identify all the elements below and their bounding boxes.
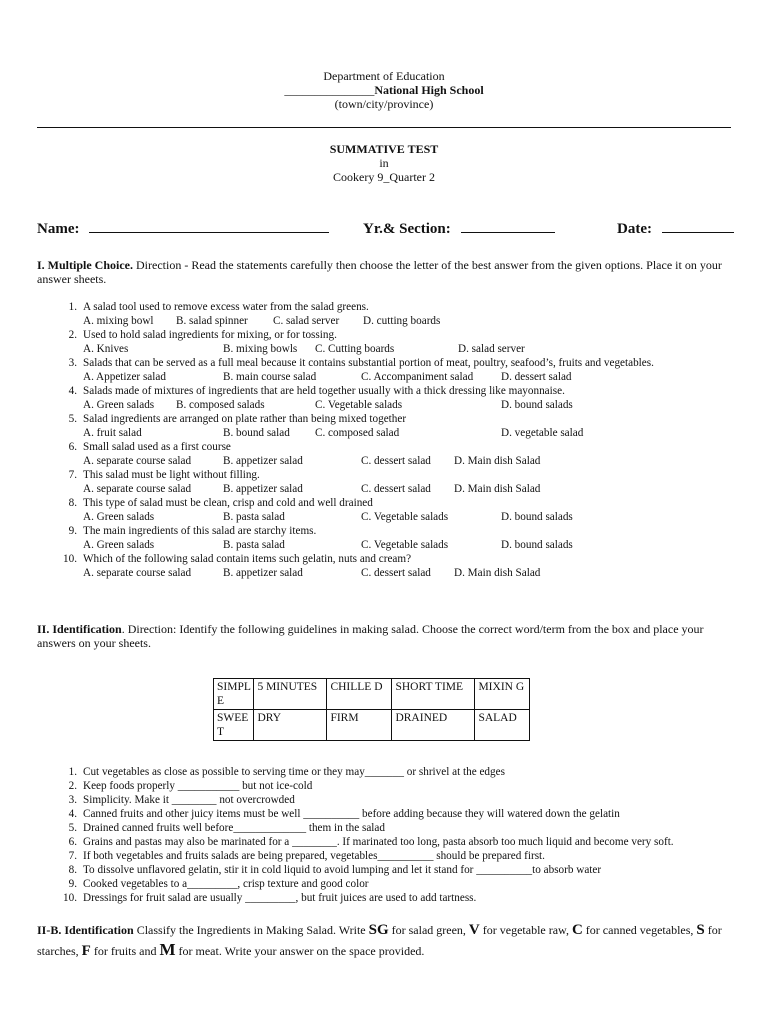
option-d: D. Main dish Salad: [454, 567, 541, 579]
location-label: (town/city/province): [334, 97, 434, 111]
option-d: D. cutting boards: [363, 315, 441, 327]
options-row: [83, 398, 731, 412]
option-a: A. Knives: [83, 343, 129, 355]
list-item: 8. To dissolve unflavored gelatin, stir it in cold liquid to avoid lumping and let it stand for __________to absorb water: [68, 864, 602, 876]
list-item: 10. Which of the following salad contain items such gelatin, nuts and cream? A. separate course salad B. appetizer salad C. dessert salad D. Main dish Salad: [37, 552, 731, 580]
list-item: 10. Dressings for fruit salad are usually _________, but fruit juices are used to add tartness.: [63, 892, 477, 904]
option-a: A. separate course salad: [83, 483, 192, 495]
title-in: in: [379, 156, 389, 170]
header-divider: [37, 127, 731, 128]
list-item: 1. A salad tool used to remove excess water from the salad greens. A. mixing bowl B. salad spinner C. salad server D. cutting boards: [37, 300, 731, 328]
part2b-direction: II-B. Identification Classify the Ingredients in Making Salad. Write SG for salad green, V for vegetable raw, C for canned vegetables, S for starches, F for fruits and M for meat. Write your answer on the space provided.: [37, 922, 722, 959]
part1-direction-text: Direction - Read the statements carefully then choose the letter of the best answer from the given options. Place it on your answer sheets.: [37, 258, 722, 286]
options-row: [83, 426, 731, 440]
item-text: Cut vegetables as close as possible to serving time or they may_______ or shrivel at the edges: [83, 766, 505, 778]
part2-direction: [37, 622, 731, 650]
option-b: B. bound salad: [223, 427, 290, 439]
options-row: [83, 510, 731, 524]
item-text: To dissolve unflavored gelatin, stir it in cold liquid to avoid lumping and let it stand for __________to absorb water: [83, 864, 602, 876]
option-c: C. dessert salad: [361, 455, 431, 467]
word-cell: MIXIN G: [475, 679, 530, 710]
option-a: A. separate course salad: [83, 455, 192, 467]
code-f: F: [81, 943, 91, 959]
option-a: A. separate course salad: [83, 567, 192, 579]
option-d: D. dessert salad: [501, 371, 572, 383]
item-text: Canned fruits and other juicy items must be well __________ before adding because they will watered down the gelatin: [83, 808, 620, 820]
option-a: A. Green salads: [83, 399, 155, 411]
option-c: C. Vegetable salads: [361, 511, 449, 523]
list-item: 2. Keep foods properly ___________ but not ice-cold: [68, 780, 313, 792]
option-c: C. composed salad: [315, 427, 400, 439]
word-cell: SIMPL E: [214, 679, 254, 710]
option-b: B. mixing bowls: [223, 343, 298, 355]
question-text: Salad ingredients are arranged on plate rather than being mixed together: [83, 413, 407, 425]
option-b: B. pasta salad: [223, 539, 285, 551]
department-label: Department of Education: [323, 69, 445, 83]
option-c: C. dessert salad: [361, 567, 431, 579]
question-text: This salad must be light without filling.: [83, 469, 260, 481]
code-sg: SG: [368, 922, 389, 938]
option-c: C. salad server: [273, 315, 340, 327]
question-text: Small salad used as a first course: [83, 441, 231, 453]
list-item: 5. Drained canned fruits well before_____________ them in the salad: [68, 822, 385, 834]
list-item: 9. The main ingredients of this salad are starchy items. A. Green salads B. pasta salad C. Vegetable salads D. bound salads: [37, 524, 731, 552]
student-info-line: [37, 218, 731, 238]
item-text: If both vegetables and fruits salads are being prepared, vegetables__________ should be prepared first.: [83, 850, 545, 862]
word-box-row: [214, 679, 530, 710]
option-b: B. appetizer salad: [223, 567, 303, 579]
code-v: V: [468, 922, 480, 938]
date-field: [617, 218, 734, 238]
list-item: 2. Used to hold salad ingredients for mixing, or for tossing. A. Knives B. mixing bowls C. Cutting boards D. salad server: [37, 328, 731, 356]
option-a: A. Appetizer salad: [83, 371, 166, 383]
date-blank[interactable]: [662, 218, 734, 233]
name-label: Name:: [37, 221, 80, 237]
code-s: S: [696, 922, 705, 938]
word-cell: SHORT TIME: [392, 679, 475, 710]
option-d: D. Main dish Salad: [454, 455, 541, 467]
multiple-choice-list: [37, 300, 731, 580]
word-box-row: [214, 710, 530, 741]
question-text: Used to hold salad ingredients for mixing, or for tossing.: [83, 329, 337, 341]
option-b: B. appetizer salad: [223, 483, 303, 495]
list-item: 4. Canned fruits and other juicy items must be well __________ before adding because they will watered down the gelatin: [68, 808, 620, 820]
name-field: [37, 218, 329, 238]
option-c: C. Cutting boards: [315, 343, 395, 355]
list-item: 9. Cooked vegetables to a_________, crisp texture and good color: [68, 878, 369, 890]
word-cell: 5 MINUTES: [254, 679, 327, 710]
part2-direction-text: . Direction: Identify the following guidelines in making salad. Choose the correct word/term from the box and place your answers on your sheets.: [37, 622, 704, 650]
part2b-heading: II-B. Identification: [37, 923, 134, 937]
list-item: 3. Salads that can be served as a full meal because it contains substantial portion of meat, poultry, seafood’s, fruits and vegetables. A. Appetizer salad B. main course salad C. Accompaniment salad D. dessert salad: [37, 356, 731, 384]
option-b: B. salad spinner: [176, 315, 248, 327]
list-item: 4. Salads made of mixtures of ingredients that are held together usually with a thick dressing like mayonnaise. A. Green salads B. composed salads C. Vegetable salads D. bound salads: [37, 384, 731, 412]
list-item: 3. Simplicity. Make it ________ not overcrowded: [68, 794, 295, 806]
section-label: Yr.& Section:: [363, 221, 451, 237]
word-cell: SALAD: [475, 710, 530, 741]
word-cell: CHILLE D: [327, 679, 392, 710]
option-d: D. bound salads: [501, 539, 573, 551]
option-d: D. salad server: [458, 343, 525, 355]
list-item: 7. This salad must be light without filling. A. separate course salad B. appetizer salad C. dessert salad D. Main dish Salad: [37, 468, 731, 496]
list-item: 1. Cut vegetables as close as possible to serving time or they may_______ or shrivel at the edges: [68, 766, 505, 778]
option-b: B. appetizer salad: [223, 455, 303, 467]
word-box: [213, 678, 530, 741]
item-text: Dressings for fruit salad are usually _________, but fruit juices are used to add tartness.: [83, 892, 477, 904]
option-c: C. Vegetable salads: [361, 539, 449, 551]
section-blank[interactable]: [461, 218, 555, 233]
option-a: A. Green salads: [83, 511, 155, 523]
part1-direction: [37, 258, 731, 286]
option-d: D. bound salads: [501, 399, 573, 411]
option-c: C. Accompaniment salad: [361, 371, 474, 383]
code-c: C: [571, 922, 583, 938]
school-name: National High School: [374, 83, 484, 97]
list-item: 7. If both vegetables and fruits salads are being prepared, vegetables__________ should be prepared first.: [68, 850, 545, 862]
options-row: [83, 566, 731, 580]
option-b: B. pasta salad: [223, 511, 285, 523]
item-text: Grains and pastas may also be marinated for a ________. If marinated too long, pasta absorb too much liquid and become very soft.: [83, 836, 674, 848]
option-a: A. Green salads: [83, 539, 155, 551]
options-row: [83, 482, 731, 496]
options-row: [83, 342, 731, 356]
word-cell: DRAINED: [392, 710, 475, 741]
question-text: Salads made of mixtures of ingredients that are held together usually with a thick dressing like mayonnaise.: [83, 385, 565, 397]
test-title: SUMMATIVE TEST: [329, 142, 439, 156]
option-d: D. vegetable salad: [501, 427, 584, 439]
item-text: Drained canned fruits well before_____________ them in the salad: [83, 822, 385, 834]
option-b: B. composed salads: [176, 399, 265, 411]
section-field: [363, 218, 555, 238]
school-blank: _______________: [284, 83, 375, 97]
word-cell: DRY: [254, 710, 327, 741]
list-item: 8. This type of salad must be clean, crisp and cold and well drained A. Green salads B. pasta salad C. Vegetable salads D. bound salads: [37, 496, 731, 524]
question-text: The main ingredients of this salad are starchy items.: [83, 525, 317, 537]
question-text: Which of the following salad contain items such gelatin, nuts and cream?: [83, 553, 412, 565]
word-cell: FIRM: [327, 710, 392, 741]
word-cell: SWEE T: [214, 710, 254, 741]
subject-label: Cookery 9_Quarter 2: [333, 170, 435, 184]
option-b: B. main course salad: [223, 371, 317, 383]
school-line: [0, 83, 768, 98]
part1-heading: I. Multiple Choice.: [37, 258, 133, 272]
question-text: Salads that can be served as a full meal because it contains substantial portion of meat, poultry, seafood’s, fruits and vegetables.: [83, 357, 654, 369]
code-m: M: [159, 940, 176, 959]
options-row: [83, 538, 731, 552]
option-c: C. dessert salad: [361, 483, 431, 495]
options-row: [83, 314, 731, 328]
date-label: Date:: [617, 221, 652, 237]
list-item: 5. Salad ingredients are arranged on plate rather than being mixed together A. fruit salad B. bound salad C. composed salad D. vegetable salad: [37, 412, 731, 440]
option-c: C. Vegetable salads: [315, 399, 403, 411]
option-a: A. fruit salad: [83, 427, 142, 439]
question-text: A salad tool used to remove excess water from the salad greens.: [83, 301, 369, 313]
item-text: Keep foods properly ___________ but not ice-cold: [83, 780, 313, 792]
list-item: 6. Grains and pastas may also be marinated for a ________. If marinated too long, pasta absorb too much liquid and become very soft.: [68, 836, 674, 848]
item-text: Cooked vegetables to a_________, crisp texture and good color: [83, 878, 369, 890]
item-text: Simplicity. Make it ________ not overcrowded: [83, 794, 295, 806]
list-item: 6. Small salad used as a first course A. separate course salad B. appetizer salad C. dessert salad D. Main dish Salad: [37, 440, 731, 468]
option-d: D. bound salads: [501, 511, 573, 523]
question-text: This type of salad must be clean, crisp and cold and well drained: [83, 497, 373, 509]
part2-heading: II. Identification: [37, 622, 122, 636]
options-row: [83, 370, 731, 384]
identification-list: [37, 765, 731, 905]
name-blank[interactable]: [89, 218, 329, 233]
option-d: D. Main dish Salad: [454, 483, 541, 495]
option-a: A. mixing bowl: [83, 315, 154, 327]
options-row: [83, 454, 731, 468]
